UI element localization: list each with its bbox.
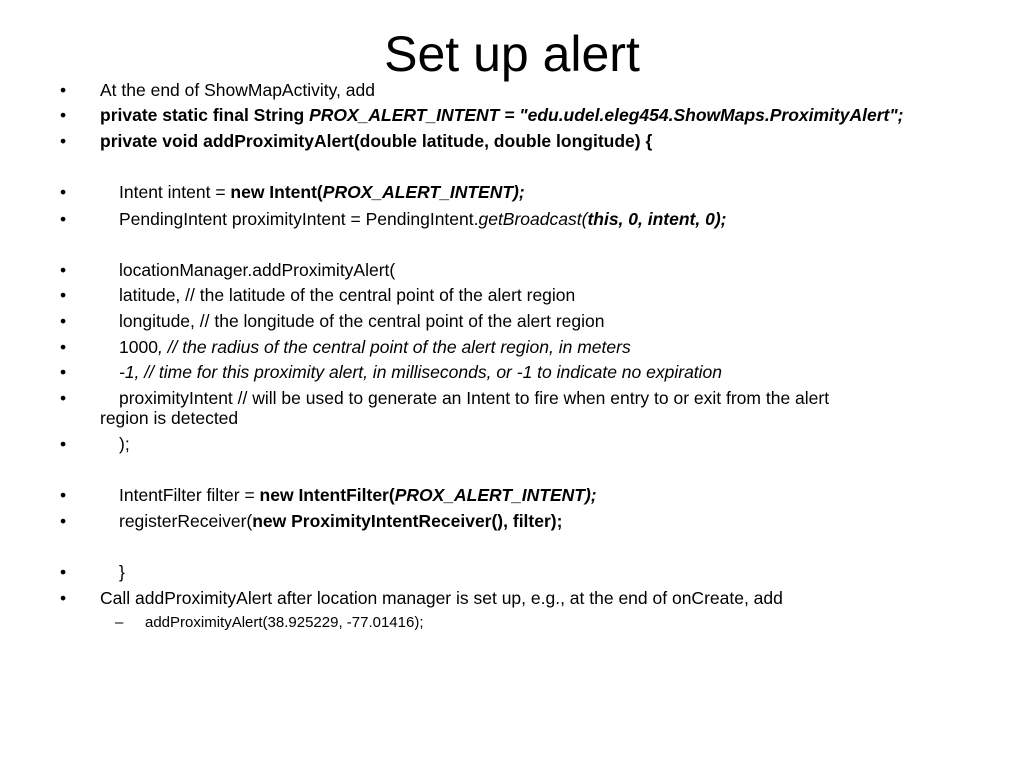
bullet-text: latitude, // the latitude of the central point of the alert region (119, 285, 576, 305)
sub-bullet-marker: – (115, 614, 124, 631)
bullet-marker: • (60, 311, 67, 331)
bullet-text: IntentFilter filter = new IntentFilter(PROX_ALERT_INTENT); (119, 485, 597, 505)
bullet-text: -1, // time for this proximity alert, in milliseconds, or -1 to indicate no expiration (119, 362, 723, 382)
bullet-text: locationManager.addProximityAlert( (119, 260, 396, 280)
bullet-marker: • (60, 131, 67, 151)
bullet-line-11 (0, 388, 1000, 430)
bullet-text: At the end of ShowMapActivity, add (100, 80, 375, 100)
bullet-text: longitude, // the longitude of the central point of the alert region (119, 311, 605, 331)
bullet-marker: • (60, 209, 67, 229)
bullet-marker: • (60, 337, 67, 357)
slide-title: Set up alert (384, 26, 640, 82)
bullet-text: Intent intent = new Intent(PROX_ALERT_INTENT); (119, 182, 525, 202)
bullet-marker: • (60, 434, 67, 454)
bullet-marker: • (60, 260, 67, 280)
bullet-marker: • (60, 511, 67, 531)
bullet-text: private static final String PROX_ALERT_INTENT = "edu.udel.eleg454.ShowMaps.ProximityAlert"; (100, 105, 904, 125)
bullet-text: } (119, 562, 125, 582)
bullet-marker: • (60, 362, 67, 382)
bullet-text: Call addProximityAlert after location manager is set up, e.g., at the end of onCreate, add (100, 588, 783, 608)
bullet-text: PendingIntent proximityIntent = PendingIntent.getBroadcast(this, 0, intent, 0); (119, 209, 727, 229)
bullet-text: private void addProximityAlert(double latitude, double longitude) { (100, 131, 653, 151)
bullet-text: ); (119, 434, 130, 454)
bullet-marker: • (60, 182, 67, 202)
bullet-marker: • (60, 562, 67, 582)
bullet-marker: • (60, 105, 67, 125)
bullet-text: 1000, // the radius of the central point of the alert region, in meters (119, 337, 631, 357)
bullet-text-continuation: region is detected (100, 408, 239, 428)
sub-bullet-text: addProximityAlert(38.925229, -77.01416); (145, 614, 424, 631)
bullet-marker: • (60, 485, 67, 505)
bullet-marker: • (60, 80, 67, 100)
bullet-marker: • (60, 388, 67, 408)
bullet-text: proximityIntent // will be used to generate an Intent to fire when entry to or exit from the alert (119, 388, 830, 408)
bullet-text: registerReceiver(new ProximityIntentReceiver(), filter); (119, 511, 563, 531)
bullet-marker: • (60, 285, 67, 305)
bullet-marker: • (60, 588, 67, 608)
